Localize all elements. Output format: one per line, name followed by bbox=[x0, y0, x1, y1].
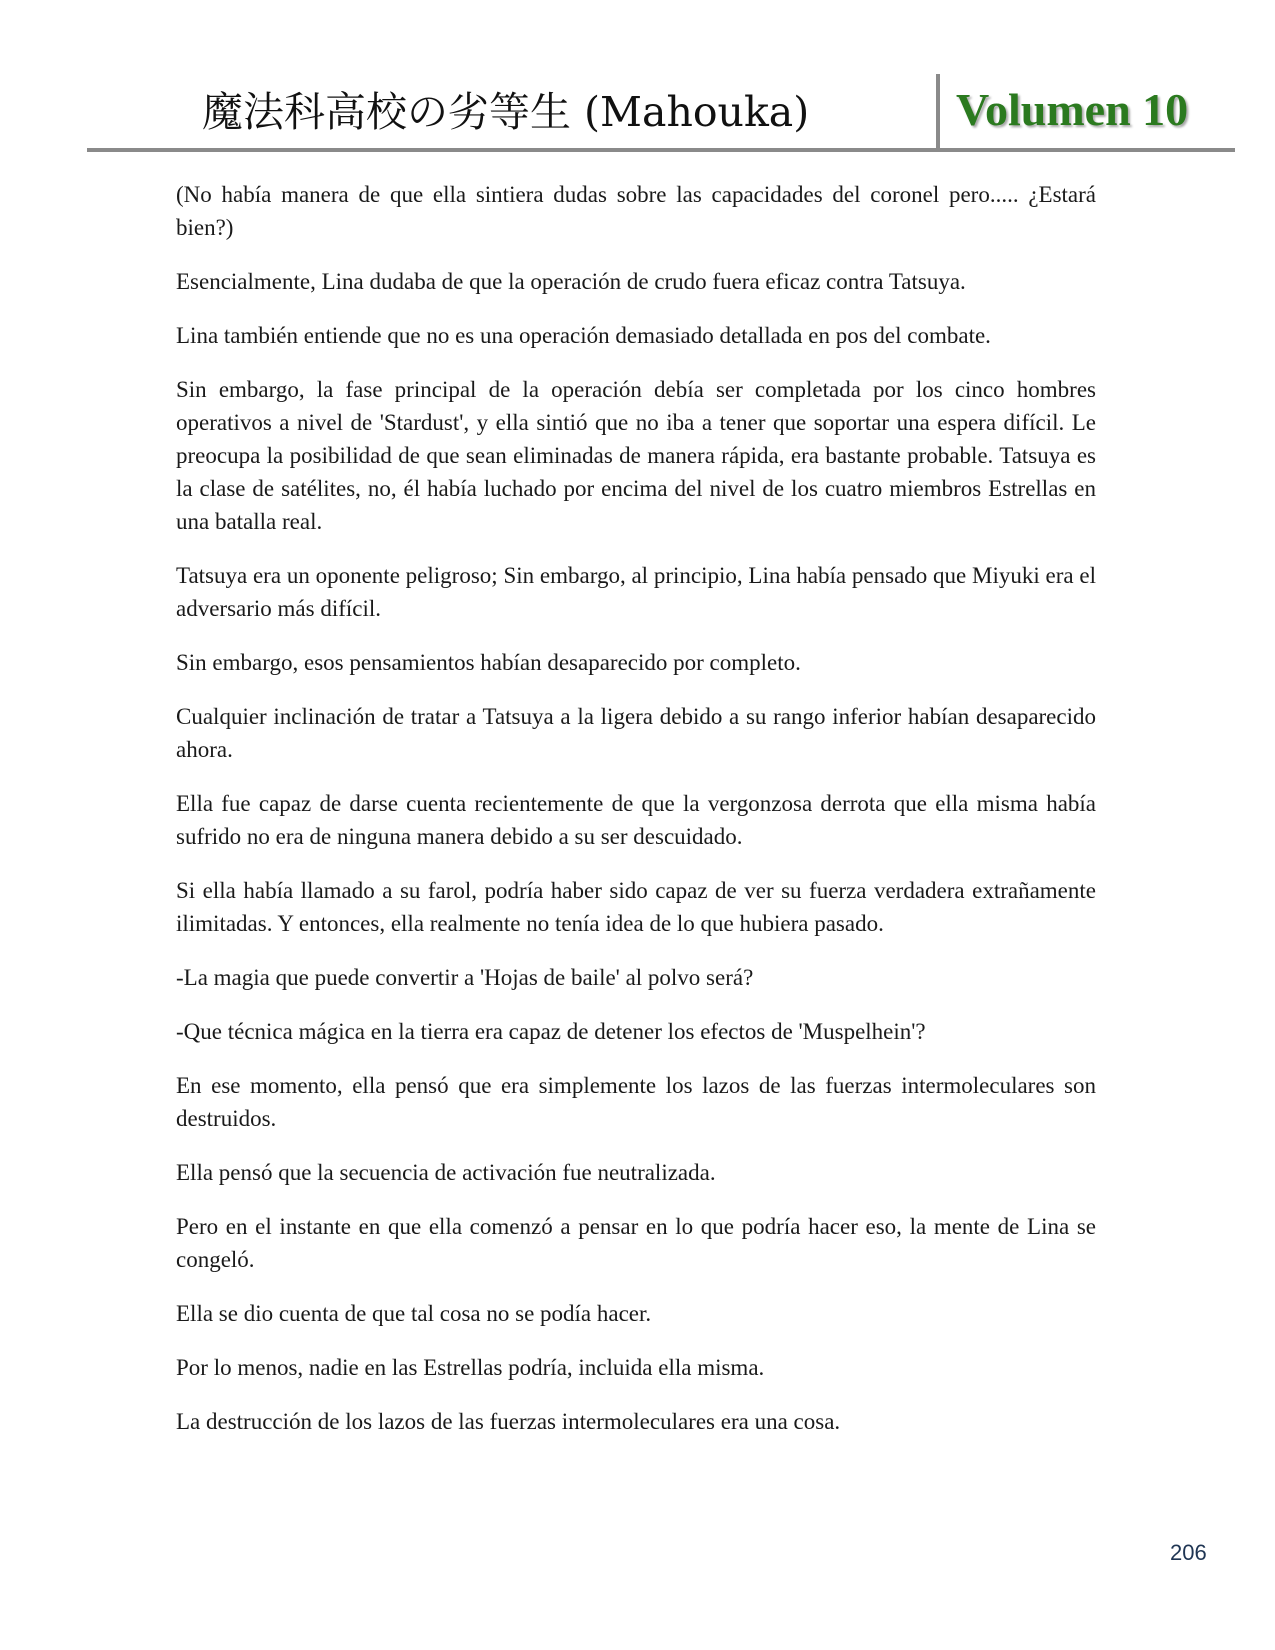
page-body bbox=[176, 178, 1096, 1459]
paragraph: Tatsuya era un oponente peligroso; Sin embargo, al principio, Lina había pensado que Miyuki era el adversario más difícil. bbox=[176, 563, 1096, 621]
paragraph: Cualquier inclinación de tratar a Tatsuya a la ligera debido a su rango inferior habían desaparecido ahora. bbox=[176, 704, 1096, 762]
paragraph: La destrucción de los lazos de las fuerzas intermoleculares era una cosa. bbox=[176, 1409, 841, 1434]
paragraph: Ella pensó que la secuencia de activación fue neutralizada. bbox=[176, 1160, 716, 1185]
volume-label: Volumen 10 bbox=[956, 84, 1189, 135]
paragraph: Por lo menos, nadie en las Estrellas podría, incluida ella misma. bbox=[176, 1355, 765, 1380]
paragraph: Sin embargo, la fase principal de la operación debía ser completada por los cinco hombres operativos a nivel de 'Stardust', y ella sintió que no iba a tener que soportar una espera difícil. Le preocupa la posibilidad de que sean eliminadas de manera rápida, era bastante probable. Tatsuya es la clase de satélites, no, él había luchado por encima del nivel de los cuatro miembros Estrellas en una batalla real. bbox=[176, 377, 1096, 534]
paragraph: Lina también entiende que no es una operación demasiado detallada en pos del combate. bbox=[176, 323, 991, 348]
paragraph: Esencialmente, Lina dudaba de que la operación de crudo fuera eficaz contra Tatsuya. bbox=[176, 269, 966, 294]
header-divider bbox=[936, 74, 940, 152]
header-rule bbox=[87, 148, 1235, 152]
paragraph: En ese momento, ella pensó que era simplemente los lazos de las fuerzas intermoleculares son destruidos. bbox=[176, 1073, 1096, 1131]
paragraph: (No había manera de que ella sintiera dudas sobre las capacidades del coronel pero..... ¿Estará bien?) bbox=[176, 182, 1096, 240]
paragraph: Sin embargo, esos pensamientos habían desaparecido por completo. bbox=[176, 650, 801, 675]
paragraph: Si ella había llamado a su farol, podría haber sido capaz de ver su fuerza verdadera extrañamente ilimitadas. Y entonces, ella realmente no tenía idea de lo que hubiera pasado. bbox=[176, 878, 1096, 936]
paragraph: -Que técnica mágica en la tierra era capaz de detener los efectos de 'Muspelhein'? bbox=[176, 1019, 926, 1044]
page-number: 206 bbox=[1170, 1540, 1207, 1565]
paragraph: Ella se dio cuenta de que tal cosa no se podía hacer. bbox=[176, 1301, 652, 1326]
paragraph: Pero en el instante en que ella comenzó a pensar en lo que podría hacer eso, la mente de Lina se congeló. bbox=[176, 1214, 1096, 1272]
series-title: 魔法科高校の劣等生 (Mahouka) bbox=[202, 88, 810, 136]
paragraph: -La magia que puede convertir a 'Hojas de baile' al polvo será? bbox=[176, 965, 754, 990]
page-header bbox=[87, 68, 1232, 152]
paragraph: Ella fue capaz de darse cuenta recientemente de que la vergonzosa derrota que ella misma había sufrido no era de ninguna manera debido a su ser descuidado. bbox=[176, 791, 1096, 849]
